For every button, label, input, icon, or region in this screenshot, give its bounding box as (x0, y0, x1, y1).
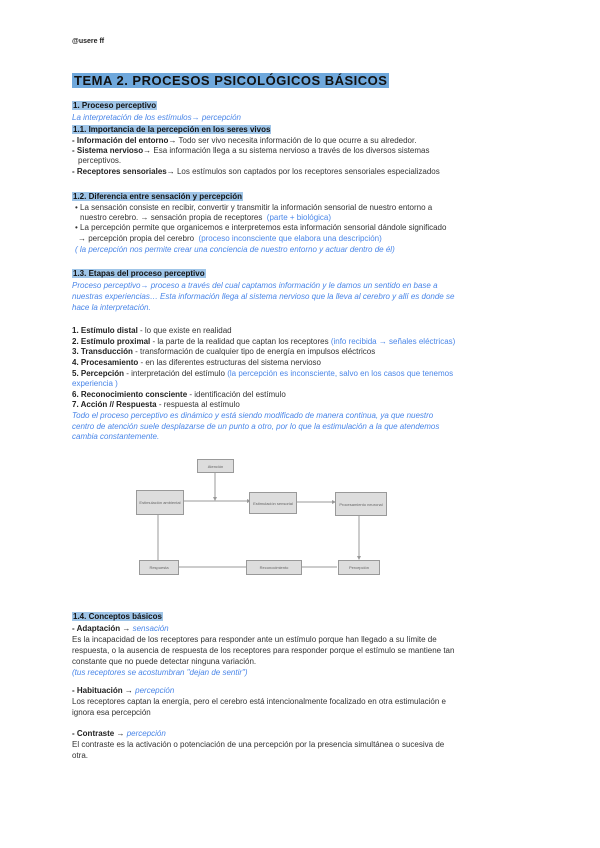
step-item: 1. Estímulo distal - lo que existe en realidad (72, 326, 232, 335)
header-handle: @usere ff (72, 38, 105, 45)
diagram-node-percepcion: Percepción (338, 560, 380, 575)
text-line: Proceso perceptivo→ proceso a través del cual captamos información y le damos un sentido en base a (72, 281, 438, 290)
section-heading: 1.3. Etapas del proceso perceptivo (73, 269, 205, 278)
step-item: 5. Percepción - interpretación del estímulo (la percepción es inconsciente, salvo en los casos que tenemos (72, 369, 454, 378)
text-line: cambia constantemente. (72, 432, 160, 441)
diagram-node-atencion: Atención (197, 459, 234, 473)
text-line: respuesta, o la ausencia de respuesta de los receptores para responder porque el estímulo se mantiene tan (72, 646, 455, 655)
text-line: → percepción propia del cerebro (proceso inconsciente que elabora una descripción) (78, 234, 382, 243)
text-line: hace la interpretación. (72, 303, 151, 312)
text-line: Es la incapacidad de los receptores para responder ante un estímulo porque han llegado a su límite de (72, 635, 437, 644)
diagram-node-reconocimiento: Reconocimiento (246, 560, 302, 575)
section-heading: 1.1. Importancia de la percepción en los seres vivos (73, 125, 271, 134)
diagram-node-estimulacion-sensorial: Estimulación sensorial (249, 492, 297, 514)
step-item: experiencia ) (72, 379, 118, 388)
text-line: nuestras experiencias… Esta información llega al sistema nervioso que la lleva al cerebro y allí es donde se (72, 292, 455, 301)
concept-title: - Adaptación → sensación (72, 624, 169, 633)
list-item: - Receptores sensoriales→ Los estímulos son captados por los receptores sensoriales especializados (72, 167, 440, 176)
text-line: • La sensación consiste en recibir, convertir y transmitir la información sensorial de nuestro entorno a (75, 203, 433, 212)
text-line: constante que no puede detectar ninguna variación. (72, 657, 257, 666)
diagram-node-procesamiento-neuronal: Procesamiento neuronal (335, 492, 387, 516)
step-item: 7. Acción // Respuesta - respuesta al estímulo (72, 400, 240, 409)
text-line: Todo el proceso perceptivo es dinámico y está siendo modificado de manera continua, ya que nuestro (72, 411, 434, 420)
concept-title: - Contraste → percepción (72, 729, 166, 738)
subtitle: La interpretación de los estímulos→ percepción (72, 113, 241, 122)
text-line: otra. (72, 751, 89, 760)
step-item: 6. Reconocimiento consciente - identificación del estímulo (72, 390, 286, 399)
section-heading: 1.2. Diferencia entre sensación y percepción (73, 192, 242, 201)
text-line: ignora esa percepción (72, 708, 151, 717)
concept-title: - Habituación → percepción (72, 686, 175, 695)
page-title: TEMA 2. PROCESOS PSICOLÓGICOS BÁSICOS (74, 73, 388, 88)
text-line: ( la percepción nos permite crear una conciencia de nuestro entorno y actuar dentro de él) (75, 245, 395, 254)
text-line: nuestro cerebro. → sensación propia de receptores (parte + biológica) (80, 213, 332, 222)
step-item: 3. Transducción - transformación de cualquier tipo de energía en impulsos eléctricos (72, 347, 376, 356)
text-line: Los receptores captan la energía, pero el cerebro está intencionalmente focalizado en otra estimulación e (72, 697, 447, 706)
text-line: centro de atención suele desplazarse de un punto a otro, por lo que la estimulación a la que atendemos (72, 422, 440, 431)
section-heading: 1.4. Conceptos básicos (73, 612, 162, 621)
list-item: perceptivos. (78, 156, 122, 165)
section-heading: 1. Proceso perceptivo (73, 101, 157, 110)
list-item: - Sistema nervioso→ Esa información llega a su sistema nervioso a través de los diversos sistemas (72, 146, 430, 155)
step-item: 2. Estímulo proximal - la parte de la realidad que captan los receptores (info recibida → señales eléctricas) (72, 337, 456, 346)
diagram-node-respuesta: Respuesta (139, 560, 179, 575)
text-line: • La percepción permite que organicemos e interpretemos esta información sensorial dándole significado (75, 223, 447, 232)
text-line: (tus receptores se acostumbran "dejan de sentir") (72, 668, 248, 677)
text-line: El contraste es la activación o potenciación de una percepción por la presencia simultánea o sucesiva de (72, 740, 445, 749)
list-item: - Información del entorno→ Todo ser vivo necesita información de lo que ocurre a su alrededor. (72, 136, 417, 145)
diagram-node-estimulacion-ambiental: Estimulación ambiental (136, 490, 184, 515)
step-item: 4. Procesamiento - en las diferentes estructuras del sistema nervioso (72, 358, 321, 367)
